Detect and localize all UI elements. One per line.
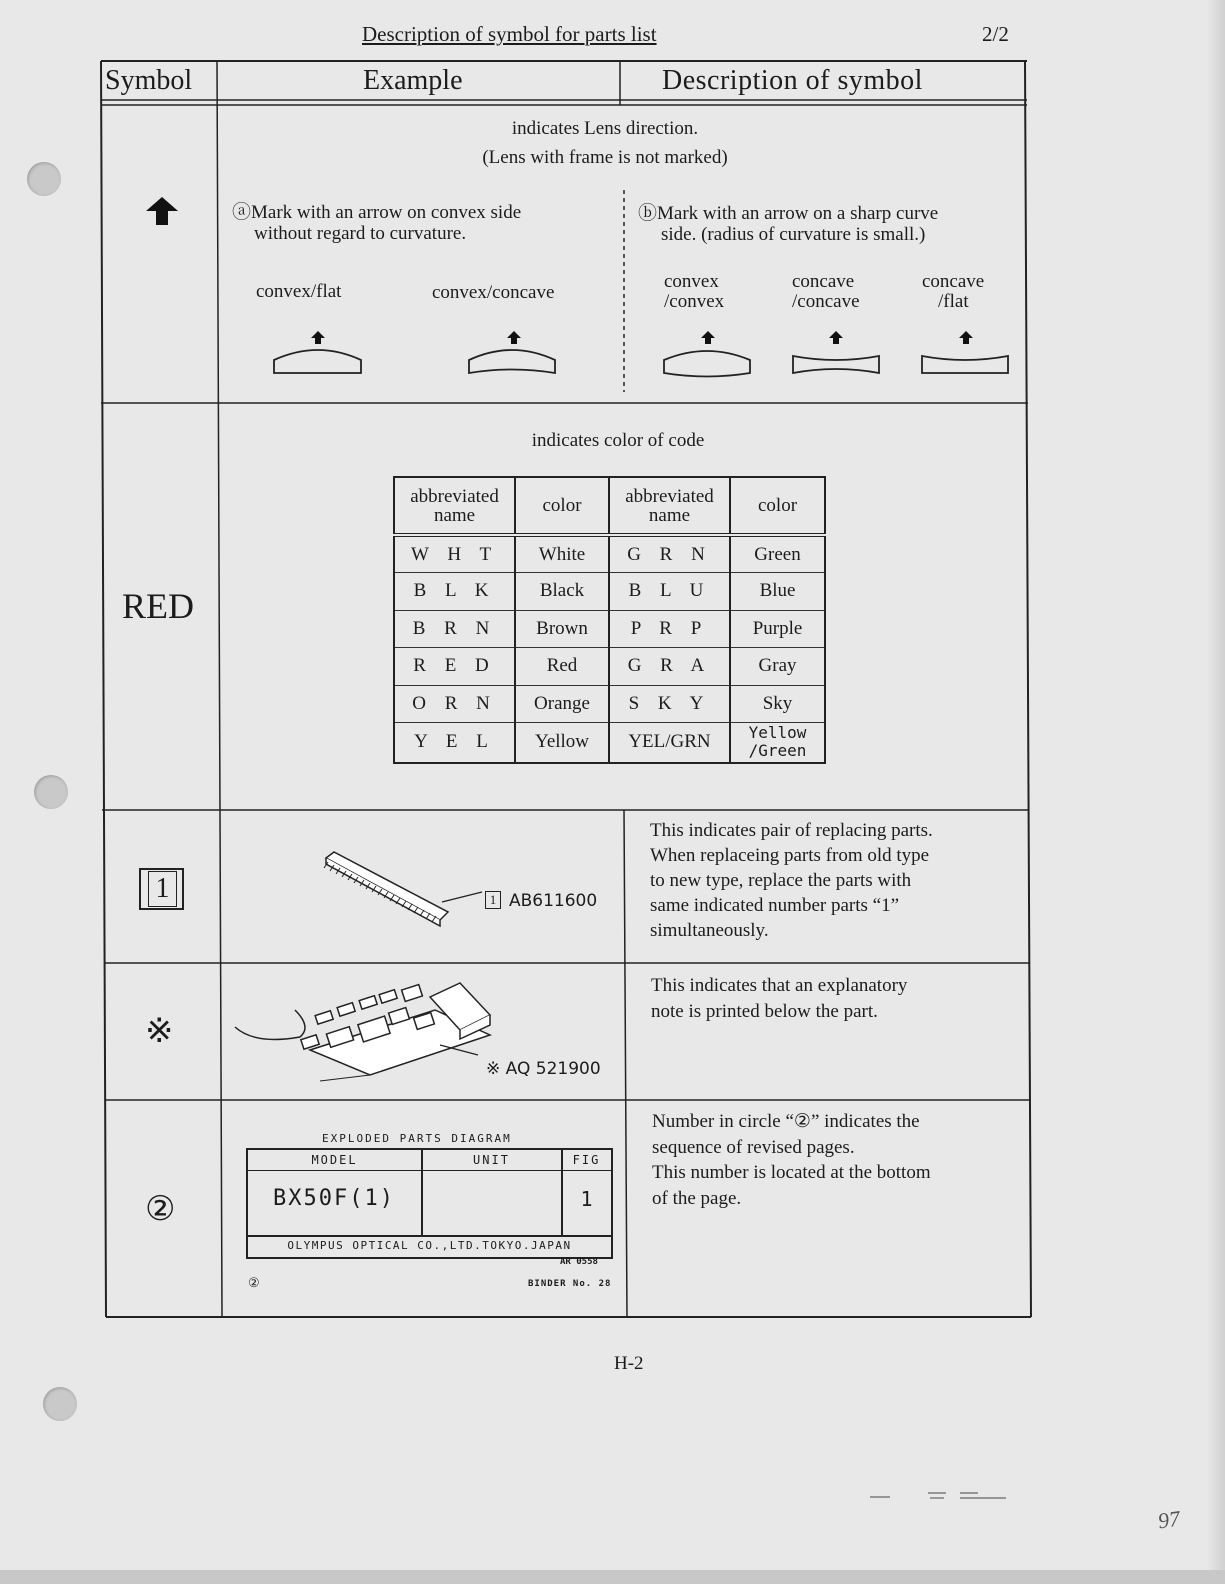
table-cell: R E D [394, 648, 515, 686]
lens-rule-b-line2: side. (radius of curvature is small.) [661, 224, 926, 245]
table-cell: Blue [730, 573, 825, 611]
lens-convex-concave [469, 350, 555, 373]
table-cell: B R N [394, 610, 515, 648]
stamp-circle-number: ② [248, 1275, 260, 1290]
table-row [394, 573, 825, 611]
label-concave-flat-top: concave [922, 271, 985, 292]
lens-rule-a-line2: without regard to curvature. [254, 223, 467, 244]
table-row [394, 685, 825, 723]
note-symbol: ※ [145, 1013, 174, 1050]
table-cell: Green [730, 535, 825, 573]
faint-marks [860, 1485, 1010, 1505]
color-code-caption: indicates color of code [531, 430, 705, 451]
table-cell: Brown [515, 610, 609, 648]
connector-part-drawing [320, 850, 490, 930]
table-cell: Purple [730, 610, 825, 648]
lens-description-line2: (Lens with frame is not marked) [482, 147, 728, 168]
pair-desc-line: same indicated number parts “1” [650, 895, 900, 916]
table-cell: Yellow [515, 723, 609, 763]
header-abbreviated-name: abbreviated name [609, 477, 730, 535]
lens-arrow-icon [829, 331, 843, 344]
pair-desc-line: When replaceing parts from old type [650, 845, 930, 866]
lens-concave-flat [922, 356, 1008, 373]
pair-desc-line: to new type, replace the parts with [650, 870, 912, 891]
table-cell: G R N [609, 535, 730, 573]
table-cell: Sky [730, 685, 825, 723]
page-title: Description of symbol for parts list [362, 22, 657, 46]
stamp-binder: BINDER No. 28 [528, 1279, 612, 1289]
table-cell: O R N [394, 685, 515, 723]
stamp-unit-label: UNIT [473, 1153, 510, 1167]
lens-arrow-icon [701, 331, 715, 344]
header-color: color [515, 477, 609, 535]
lens-arrow-icon [507, 331, 521, 344]
header-color: color [730, 477, 825, 535]
revision-desc-line: of the page. [652, 1188, 742, 1209]
table-cell: Y E L [394, 723, 515, 763]
revision-symbol: ② [145, 1191, 176, 1228]
footer-page-label: H-2 [614, 1353, 644, 1374]
pair-desc-line: simultaneously. [650, 920, 769, 941]
table-row [394, 723, 825, 763]
table-cell: G R A [609, 648, 730, 686]
stamp-fig-label: FIG [572, 1153, 601, 1167]
stamp-title: EXPLODED PARTS DIAGRAM [322, 1132, 512, 1145]
symbol-red: RED [122, 586, 194, 626]
table-cell: B L K [394, 573, 515, 611]
page-number: 2/2 [982, 22, 1009, 46]
header-abbreviated-name: abbreviated name [394, 477, 515, 535]
lens-arrow-icon [959, 331, 973, 344]
label-concave-concave-top: concave [792, 271, 855, 292]
lens-convex-flat [274, 350, 361, 373]
pair-symbol-box [139, 868, 184, 910]
table-cell: P R P [609, 610, 730, 648]
note-part-number: ※ AQ 521900 [486, 1059, 601, 1079]
column-header-example: Example [363, 65, 463, 96]
pair-part-number: AB611600 [509, 891, 598, 911]
circuit-board-drawing [230, 975, 500, 1090]
lens-rule-a-line1: ⓐMark with an arrow on convex side [232, 202, 522, 223]
table-cell: B L U [609, 573, 730, 611]
table-cell: Red [515, 648, 609, 686]
table-cell: W H T [394, 535, 515, 573]
lens-description-line1: indicates Lens direction. [511, 118, 699, 139]
column-header-description: Description of symbol [662, 65, 923, 96]
pair-symbol: 1 [148, 871, 177, 907]
table-cell: Orange [515, 685, 609, 723]
stamp-model-label: MODEL [311, 1153, 358, 1167]
lens-arrow-icon [311, 331, 325, 344]
revision-desc-line: This number is located at the bottom [652, 1162, 931, 1183]
stamp-code: AR 0558 [560, 1257, 598, 1267]
table-cell: YEL/GRN [609, 723, 730, 763]
revision-desc-line: sequence of revised pages. [652, 1137, 855, 1158]
label-convex-convex-top: convex [664, 271, 719, 292]
note-desc-line: note is printed below the part. [651, 1001, 878, 1022]
pair-desc-line: This indicates pair of replacing parts. [650, 820, 933, 841]
table-row [394, 535, 825, 573]
label-concave-concave-bottom: /concave [792, 291, 860, 312]
table-cell: Black [515, 573, 609, 611]
lens-diagrams [0, 0, 1225, 420]
lens-convex-convex [664, 351, 750, 377]
handwritten-note: 97 [1156, 1505, 1182, 1534]
pair-marker-box [485, 891, 501, 909]
pair-marker-number: 1 [489, 892, 497, 907]
lens-concave-concave [793, 356, 879, 373]
table-cell: White [515, 535, 609, 573]
column-header-symbol: Symbol [105, 65, 193, 96]
revision-desc-line: Number in circle “②” indicates the [652, 1111, 920, 1132]
note-desc-line: This indicates that an explanatory [651, 975, 908, 996]
label-convex-flat: convex/flat [256, 281, 342, 302]
parts-diagram-stamp [246, 1148, 613, 1259]
color-code-table [393, 476, 826, 764]
table-row [394, 648, 825, 686]
stamp-fig-value: 1 [580, 1187, 593, 1211]
table-cell: Yellow /Green [730, 723, 825, 763]
label-convex-concave: convex/concave [432, 282, 555, 303]
stamp-company: OLYMPUS OPTICAL CO.,LTD.TOKYO.JAPAN [287, 1239, 572, 1252]
lens-rule-b-line1: ⓑMark with an arrow on a sharp curve [638, 203, 939, 224]
stamp-model-value: BX50F(1) [273, 1186, 395, 1211]
label-convex-convex-bottom: /convex [664, 291, 725, 312]
table-cell: S K Y [609, 685, 730, 723]
label-concave-flat-bottom: /flat [938, 291, 969, 312]
table-row [394, 610, 825, 648]
table-cell: Gray [730, 648, 825, 686]
